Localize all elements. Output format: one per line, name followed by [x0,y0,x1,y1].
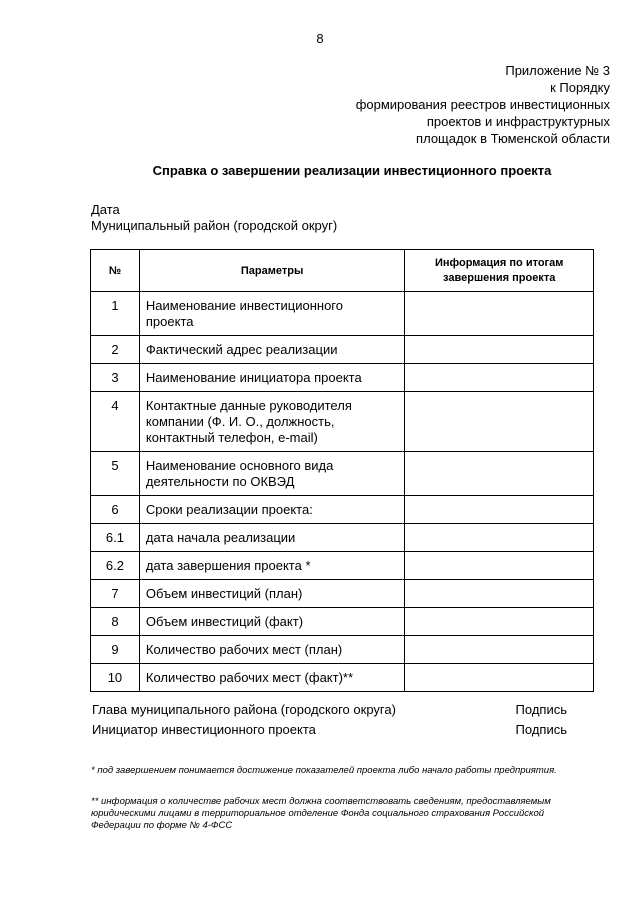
appendix-line: Приложение № 3 [505,63,610,78]
appendix-line: к Порядку [550,80,610,95]
table-row [91,364,594,392]
row-value[interactable] [405,496,594,524]
header-params: Параметры [139,250,404,292]
row-number: 5 [91,452,140,496]
row-number: 9 [91,636,140,664]
appendix-header [280,62,610,147]
row-parameter: Количество рабочих мест (план) [139,636,404,664]
date-label: Дата [91,202,120,217]
signature-label: Подпись [515,702,567,717]
header-info-line: Информация по итогам [434,256,564,269]
row-parameter: Наименование инициатора проекта [139,364,404,392]
row-value[interactable] [405,292,594,336]
row-number: 6.2 [91,552,140,580]
row-number: 10 [91,664,140,692]
row-parameter: Наименование основного вида деятельности по ОКВЭД [139,452,404,496]
row-parameter: дата начала реализации [139,524,404,552]
row-number: 4 [91,392,140,452]
header-num: № [91,250,140,292]
table-row [91,664,594,692]
row-value[interactable] [405,364,594,392]
row-value[interactable] [405,664,594,692]
row-value[interactable] [405,524,594,552]
table-row [91,392,594,452]
signature-role: Глава муниципального района (городского округа) [92,702,396,717]
table-row [91,524,594,552]
row-number: 1 [91,292,140,336]
appendix-line: формирования реестров инвестиционных [355,97,610,112]
row-number: 2 [91,336,140,364]
signature-role: Инициатор инвестиционного проекта [92,722,316,737]
table-row [91,496,594,524]
row-number: 6.1 [91,524,140,552]
row-number: 6 [91,496,140,524]
header-info [405,250,594,292]
table-row [91,452,594,496]
row-value[interactable] [405,552,594,580]
row-parameter: Контактные данные руководителя компании (Ф. И. О., должность, контактный телефон, e-mail) [139,392,404,452]
row-value[interactable] [405,392,594,452]
row-value[interactable] [405,452,594,496]
table-row [91,552,594,580]
signature-row [92,702,567,717]
row-parameter: Количество рабочих мест (факт)** [139,664,404,692]
row-parameter: Сроки реализации проекта: [139,496,404,524]
table-row [91,636,594,664]
parameters-table [90,249,594,692]
appendix-line: проектов и инфраструктурных [426,114,610,129]
row-value[interactable] [405,636,594,664]
row-value[interactable] [405,608,594,636]
row-parameter: Объем инвестиций (факт) [139,608,404,636]
appendix-line: площадок в Тюменской области [416,131,610,146]
row-parameter: Объем инвестиций (план) [139,580,404,608]
footnote-2: ** информация о количестве рабочих мест должна соответствовать сведениям, предоставляемым юридическими лицами в территориальное отделение Фонда социального страхования Российской Федерации по форме № 4-ФСС [91,796,551,831]
signature-row [92,722,567,737]
row-parameter: Фактический адрес реализации [139,336,404,364]
row-number: 3 [91,364,140,392]
header-info-line: завершения проекта [443,271,556,284]
row-value[interactable] [405,580,594,608]
row-number: 8 [91,608,140,636]
footnote-1: * под завершением понимается достижение показателей проекта либо начало работы предприятия. [91,765,557,776]
signature-label: Подпись [515,722,567,737]
row-parameter: дата завершения проекта * [139,552,404,580]
row-value[interactable] [405,336,594,364]
table-row [91,336,594,364]
table-row [91,292,594,336]
page-number: 8 [316,31,324,46]
table-row [91,608,594,636]
document-title: Справка о завершении реализации инвестиционного проекта [152,163,552,178]
table-row [91,580,594,608]
row-parameter: Наименование инвестиционного проекта [139,292,404,336]
row-number: 7 [91,580,140,608]
district-label: Муниципальный район (городской округ) [91,218,338,233]
table-header-row [91,250,594,292]
